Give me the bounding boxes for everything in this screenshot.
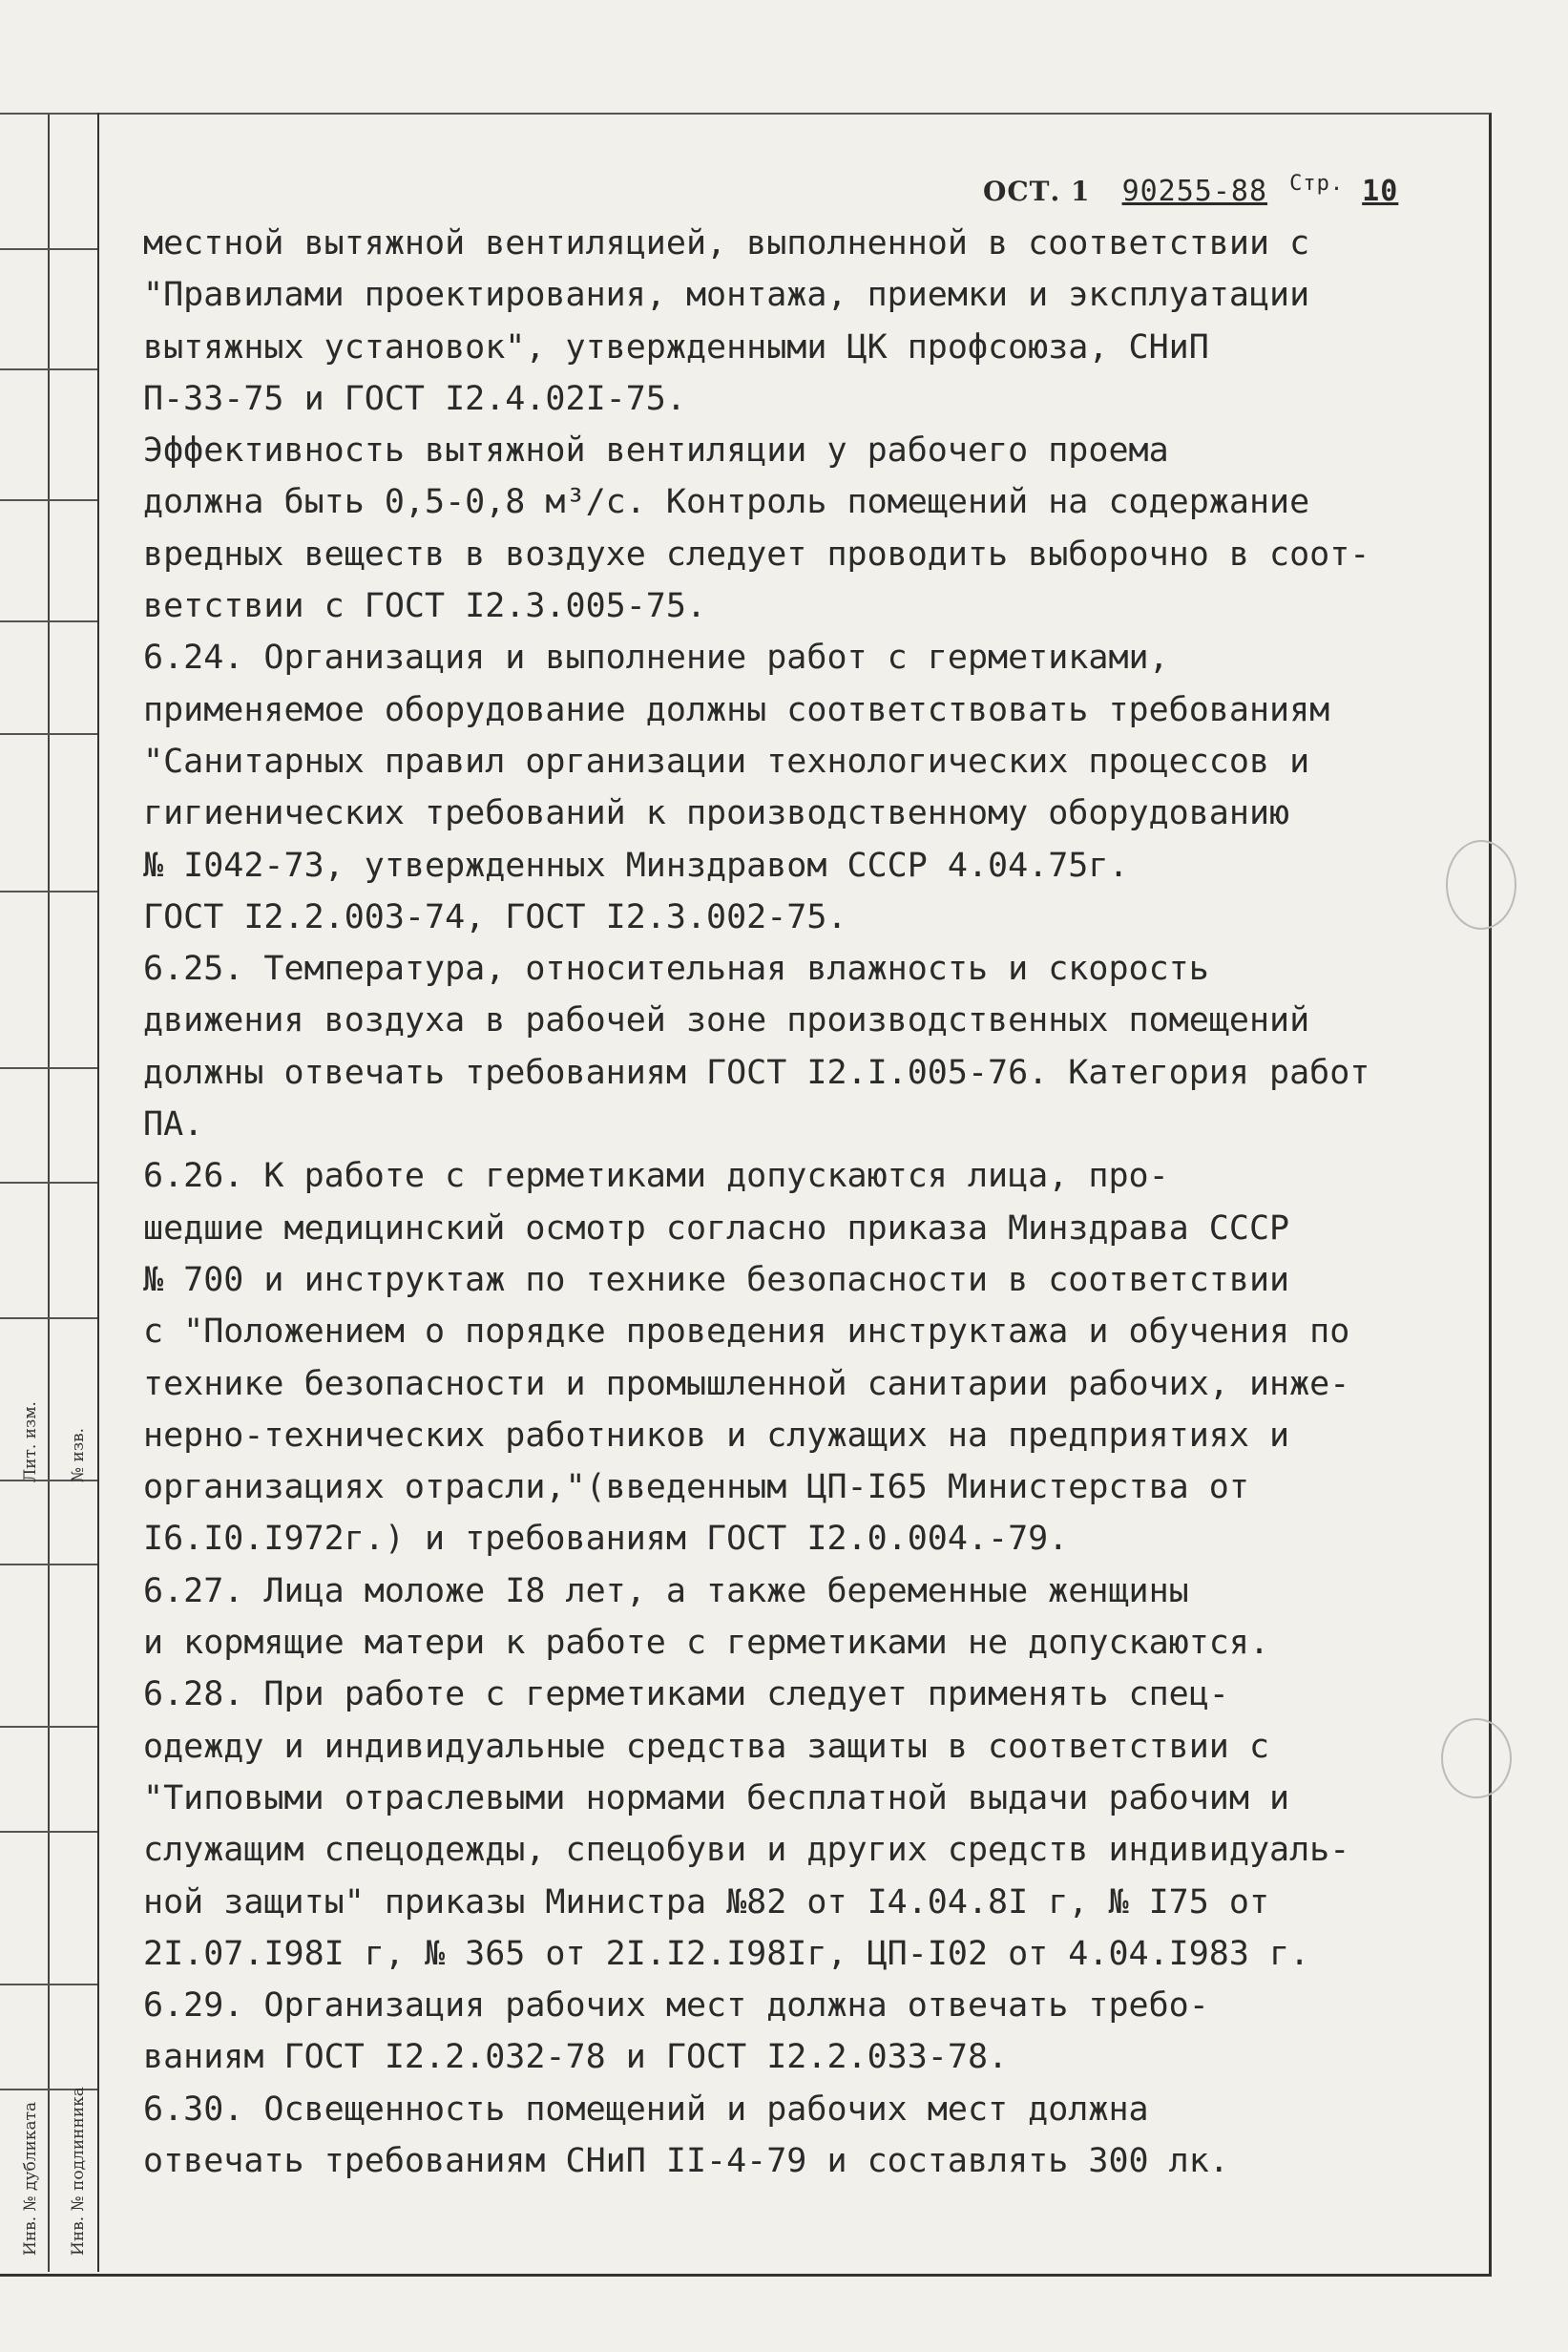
margin-label-lit-izm: Лит. изм. bbox=[21, 1401, 40, 1482]
text-line: "Санитарных правил организации технологических процессов и bbox=[143, 742, 1310, 781]
text-line: с "Положением о порядке проведения инструктажа и обучения по bbox=[143, 1312, 1350, 1352]
text-line: должны отвечать требованиям ГОСТ I2.I.005-76. Категория работ bbox=[143, 1053, 1370, 1092]
page-label: Стр. bbox=[1289, 172, 1345, 196]
text-line: 6.27. Лица моложе I8 лет, а также беременные женщины bbox=[143, 1571, 1189, 1610]
text-line: применяемое оборудование должны соответствовать требованиям bbox=[143, 690, 1330, 729]
text-line: 6.30. Освещенность помещений и рабочих мест должна bbox=[143, 2090, 1149, 2129]
text-line: и кормящие матери к работе с герметиками не допускаются. bbox=[143, 1624, 1270, 1663]
text-line: организациях отрасли,"(введенным ЦП-I65 Министерства от bbox=[143, 1468, 1249, 1507]
text-line: П-33-75 и ГОСТ I2.4.02I-75. bbox=[143, 379, 686, 418]
margin-label-no-izv: № изв. bbox=[69, 1427, 88, 1482]
text-line: местной вытяжной вентиляцией, выполненной в соответствии с bbox=[143, 224, 1310, 262]
text-line: одежду и индивидуальные средства защиты в соответствии с bbox=[143, 1727, 1270, 1766]
text-line: технике безопасности и промышленной санитарии рабочих, инже- bbox=[143, 1364, 1350, 1403]
text-line: "Правилами проектирования, монтажа, приемки и эксплуатации bbox=[143, 276, 1310, 315]
document-header bbox=[983, 172, 1398, 208]
text-line: "Типовыми отраслевыми нормами бесплатной выдачи рабочим и bbox=[143, 1778, 1290, 1817]
text-line: служащим спецодежды, спецобуви и других средств индивидуаль- bbox=[143, 1831, 1350, 1870]
text-line: 6.25. Температура, относительная влажность и скорость bbox=[143, 950, 1209, 989]
text-line: 6.28. При работе с герметиками следует применять спец- bbox=[143, 1675, 1229, 1714]
text-line: отвечать требованиям СНиП II-4-79 и составлять 300 лк. bbox=[143, 2141, 1229, 2180]
text-line: должна быть 0,5-0,8 м³/с. Контроль помещений на содержание bbox=[143, 483, 1310, 522]
text-line: ГОСТ I2.2.003-74, ГОСТ I2.3.002-75. bbox=[143, 897, 847, 936]
text-line: вредных веществ в воздухе следует проводить выборочно в соот- bbox=[143, 535, 1370, 574]
text-line: ваниям ГОСТ I2.2.032-78 и ГОСТ I2.2.033-78. bbox=[143, 2038, 1009, 2077]
text-line: ветствии с ГОСТ I2.3.005-75. bbox=[143, 587, 707, 626]
margin-label-inv-dublikata: Инв. № дубликата bbox=[21, 2101, 40, 2256]
left-margin-stamp-column bbox=[0, 113, 99, 2272]
binding-hole-mark bbox=[1446, 840, 1516, 930]
text-line: ПА. bbox=[143, 1105, 204, 1144]
text-line: I6.I0.I972г.) и требованиям ГОСТ I2.0.004.-79. bbox=[143, 1520, 1069, 1559]
document-body bbox=[143, 218, 1441, 2187]
text-line: Эффективность вытяжной вентиляции у рабочего проема bbox=[143, 431, 1169, 471]
text-line: 2I.07.I98I г, № 365 от 2I.I2.I98Iг, ЦП-I02 от 4.04.I983 г. bbox=[143, 1934, 1310, 1973]
page-number: 10 bbox=[1362, 175, 1399, 208]
standard-code: ОСТ. 1 bbox=[983, 176, 1091, 207]
standard-number: 90255-88 bbox=[1121, 175, 1268, 208]
text-line: № 700 и инструктаж по технике безопасности в соответствии bbox=[143, 1260, 1290, 1299]
text-line: № I042-73, утвержденных Минздравом СССР 4.04.75г. bbox=[143, 846, 1129, 885]
text-line: вытяжных установок", утвержденными ЦК профсоюза, СНиП bbox=[143, 327, 1209, 367]
text-line: шедшие медицинский осмотр согласно приказа Минздрава СССР bbox=[143, 1208, 1290, 1248]
margin-divider bbox=[48, 113, 50, 2272]
text-line: движения воздуха в рабочей зоне производственных помещений bbox=[143, 1001, 1310, 1040]
text-line: нерно-технических работников и служащих на предприятиях и bbox=[143, 1416, 1290, 1455]
binding-hole-mark bbox=[1441, 1718, 1512, 1798]
text-line: 6.24. Организация и выполнение работ с герметиками, bbox=[143, 639, 1169, 678]
text-line: 6.29. Организация рабочих мест должна отвечать требо- bbox=[143, 1986, 1209, 2026]
text-line: ной защиты" приказы Министра №82 от I4.04.8I г, № I75 от bbox=[143, 1882, 1270, 1922]
margin-label-inv-podlinnika: Инв. № подлинника bbox=[69, 2087, 88, 2256]
text-line: гигиенических требований к производственному оборудованию bbox=[143, 794, 1290, 833]
text-line: 6.26. К работе с герметиками допускаются лица, про- bbox=[143, 1157, 1169, 1196]
